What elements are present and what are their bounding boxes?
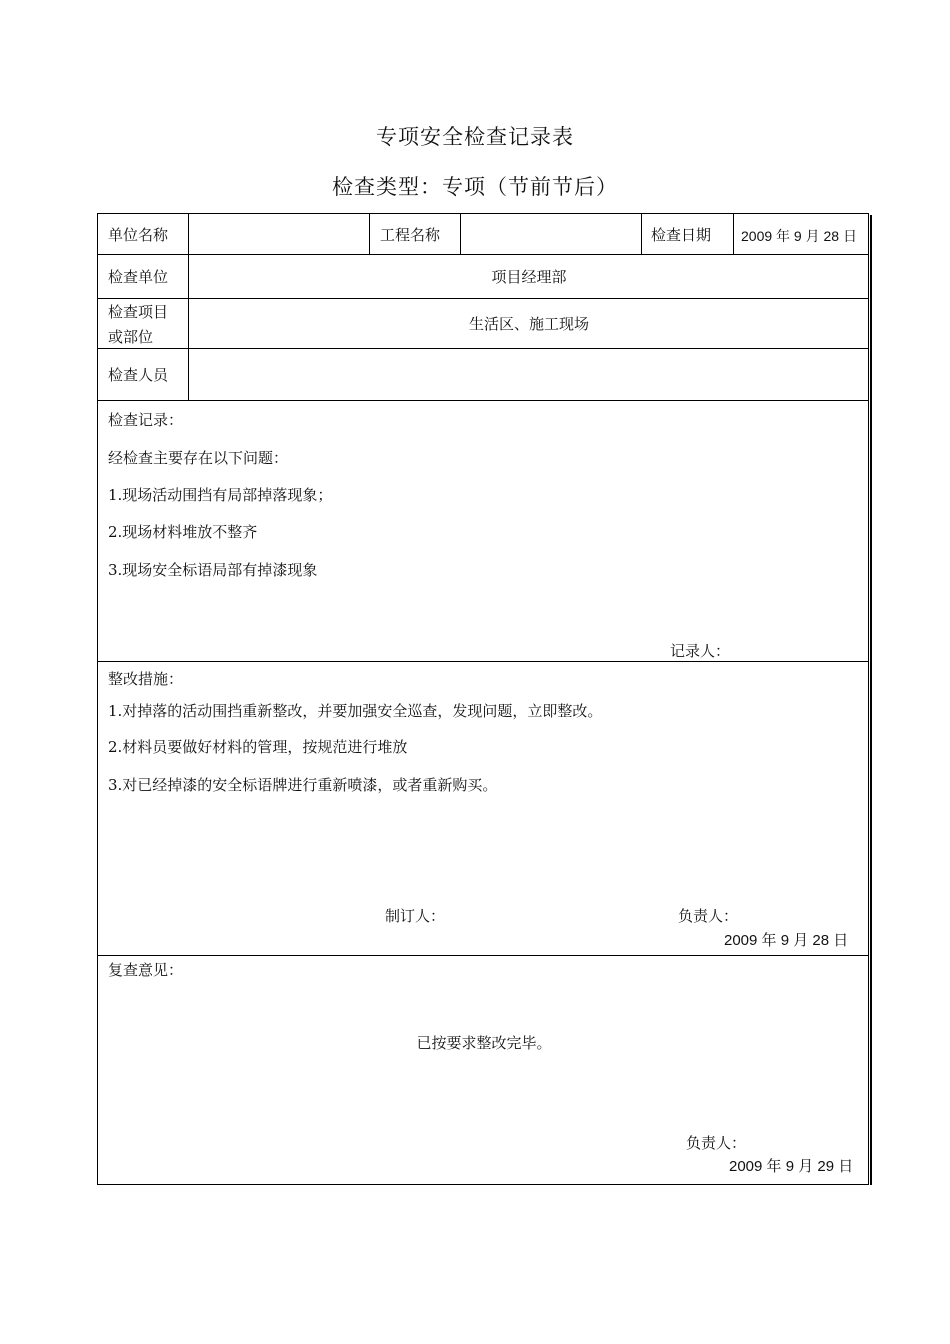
- document-title: 专项安全检查记录表: [376, 125, 574, 149]
- column-divider: [188, 214, 189, 400]
- rectification-date: 2009 年 9 月 28 日: [724, 932, 849, 949]
- unit-name-label: 单位名称: [108, 226, 169, 244]
- rectification-item: 1.对掉落的活动围挡重新整改，并要加强安全巡查，发现问题，立即整改。: [108, 702, 603, 720]
- column-divider: [641, 214, 642, 254]
- inspection-unit-label: 检查单位: [108, 268, 169, 286]
- row-divider: [98, 298, 868, 299]
- row-divider: [98, 348, 868, 349]
- inspection-form-table: [97, 213, 869, 1185]
- inspection-date-value[interactable]: 2009 年 9 月 28 日: [741, 228, 857, 244]
- column-divider: [733, 214, 734, 254]
- review-date: 2009 年 9 月 29 日: [729, 1158, 854, 1175]
- inspectors-label: 检查人员: [108, 366, 169, 384]
- inspection-date-label: 检查日期: [651, 226, 712, 244]
- rectification-item: 3.对已经掉漆的安全标语牌进行重新喷漆，或者重新购买。: [108, 776, 498, 794]
- document-subtitle: 检查类型：专项（节前节后）: [332, 175, 618, 199]
- inspection-unit-value[interactable]: 项目经理部: [491, 268, 567, 286]
- record-item: 2.现场材料堆放不整齐: [108, 523, 258, 541]
- row-divider: [98, 400, 868, 401]
- record-item: 1.现场活动围挡有局部掉落现象；: [108, 486, 333, 504]
- inspection-item-value[interactable]: 生活区、施工现场: [468, 315, 589, 333]
- rectification-item: 2.材料员要做好材料的管理，按规范进行堆放: [108, 738, 408, 756]
- column-divider: [369, 214, 370, 254]
- record-item: 3.现场安全标语局部有掉漆现象: [108, 561, 318, 579]
- recorder-label: 记录人：: [670, 642, 731, 660]
- row-divider: [98, 254, 868, 255]
- table-shadow-border: [870, 215, 872, 1185]
- review-responsible-label: 负责人：: [686, 1134, 747, 1152]
- record-heading: 检查记录：: [108, 411, 184, 429]
- project-name-label: 工程名称: [380, 226, 441, 244]
- column-divider: [460, 214, 461, 254]
- maker-label: 制订人：: [385, 907, 446, 925]
- record-intro: 经检查主要存在以下问题：: [108, 449, 289, 467]
- row-divider: [98, 955, 868, 956]
- review-heading: 复查意见：: [108, 961, 184, 979]
- inspection-item-label-line2: 或部位: [108, 328, 154, 346]
- rectification-heading: 整改措施：: [108, 670, 184, 688]
- rectification-responsible-label: 负责人：: [678, 907, 739, 925]
- review-content: 已按要求整改完毕。: [416, 1034, 552, 1052]
- inspection-item-label-line1: 检查项目: [108, 303, 169, 321]
- row-divider: [98, 661, 868, 662]
